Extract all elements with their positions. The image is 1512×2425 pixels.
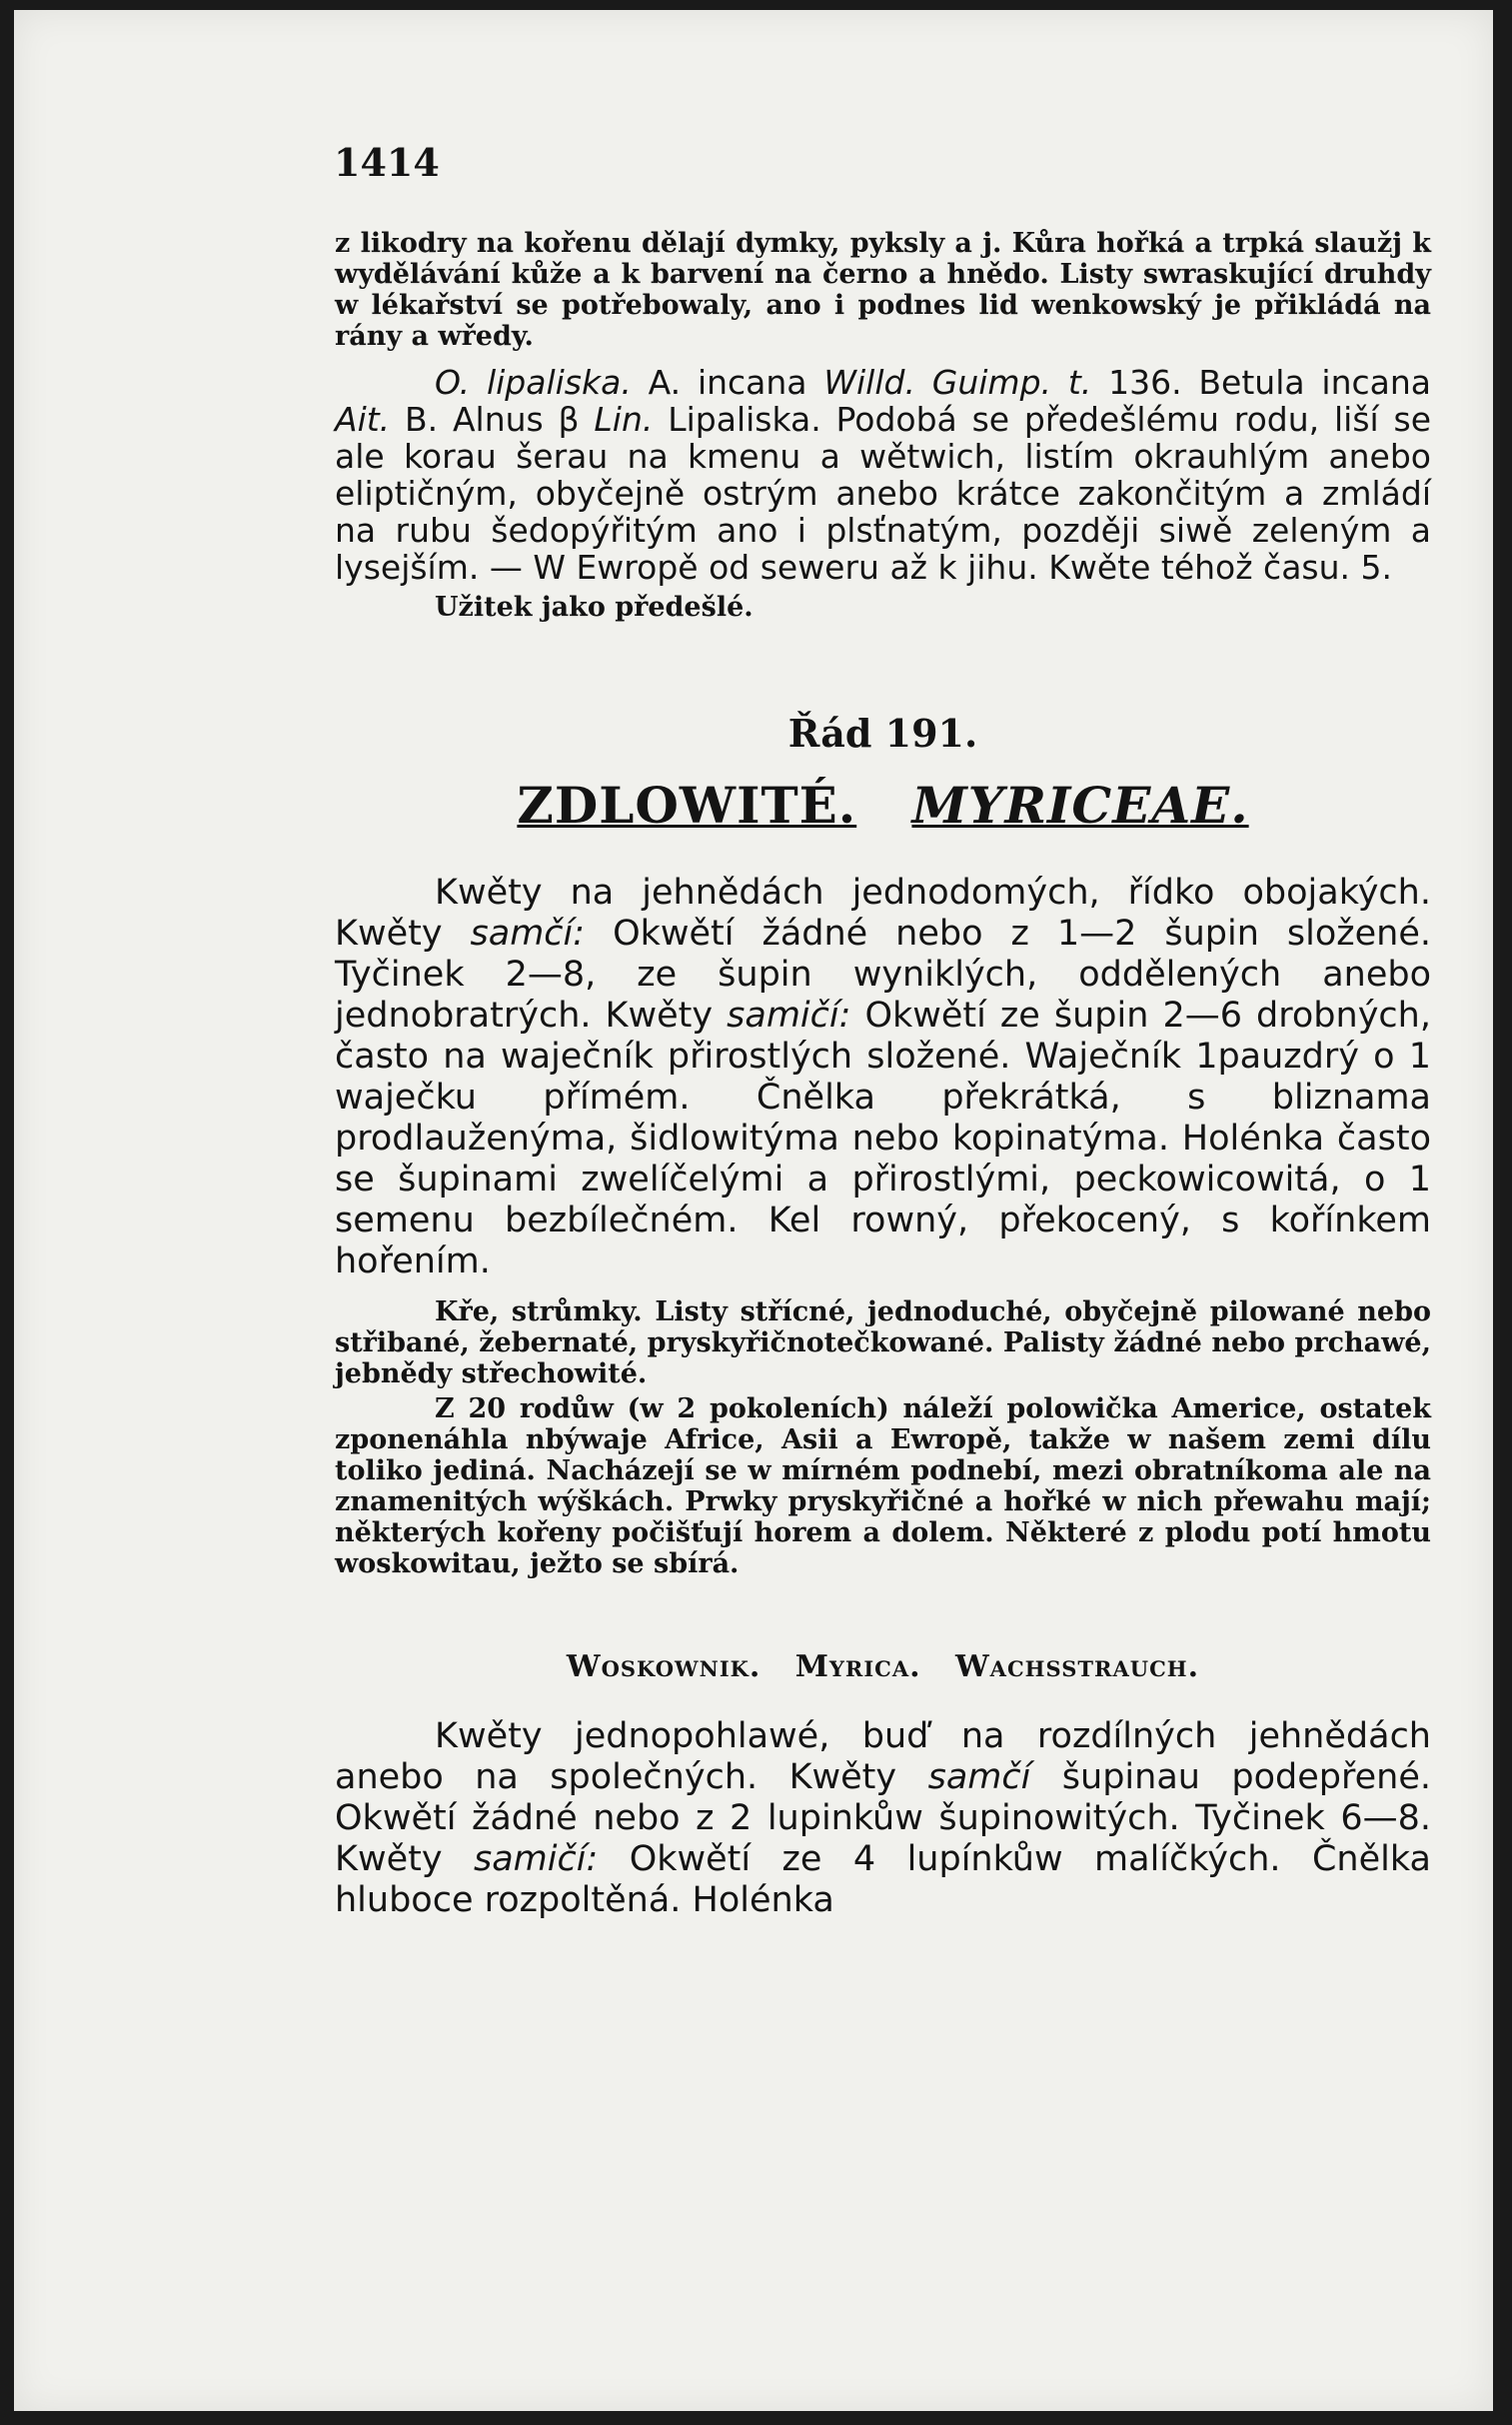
- book-page: [14, 10, 1493, 2411]
- family-desc-part-a: Kwěty na jehnědách jednodomých, řídko obojakých. Kwěty: [335, 873, 1431, 954]
- page-number: 1414: [334, 140, 440, 185]
- species-plate: 136.: [1108, 363, 1182, 402]
- genus-desc-male-label: samčí: [927, 1757, 1031, 1797]
- genus-desc-part-c: Okwětí ze 4 lupínkůw malíčkých. Čnělka hluboce rozpoltěná. Holénka: [335, 1839, 1431, 1920]
- species-synonym-2: Betula incana: [1198, 363, 1432, 402]
- genus-czech-name: Woskownik.: [566, 1649, 761, 1684]
- family-distribution-paragraph: Z 20 rodůw (w 2 pokoleních) náleží polowička Americe, ostatek zponenáhla nbýwaje Africe, Asii a Ewropě, takže w našem zemi dílu toliko jediná. Nacházejí se w mírném podnebí, mezi obratníkoma ale na znamenitých wýškách. Prwky pryskyřičné a hořké w nich přewahu mají; některých kořeny počišťují horem a dolem. Některé z plodu potí hmotu woskowitau, ježto se sbírá.: [335, 1393, 1431, 1579]
- family-desc-part-c: Okwětí ze šupin 2—6 drobných, často na waječník přirostlých složené. Waječník 1pauzdrý o 1 waječku přímém. Čnělka překrátká, s bliznama prodlauženýma, šidlowitýma nebo kopinatýma. Holénka často se šupinami zwelíčelými a přirostlými, peckowicowitá, o 1 semenu bezbílečném. Kel rowný, překocený, s kořínkem hořením.: [335, 996, 1431, 1281]
- family-desc-part-b: Okwětí žádné nebo z 1—2 šupin složené. Tyčinek 2—8, ze šupin wyniklých, oddělených anebo jednobratrých. Kwěty: [335, 914, 1431, 1036]
- species-description: Lipaliska. Podobá se předešlému rodu, liší se ale korau šerau na kmenu a wětwich, listím okrauhlým anebo eliptičným, obyčejně ostrým anebo krátce zakončitým a zmládí na rubu šedopýřitým ano i plsťnatým, později siwě zeleným a lysejším. — W Ewropě od seweru až k jihu. Kwěte téhož času. 5.: [335, 400, 1431, 587]
- genus-latin-name: Myrica.: [794, 1649, 921, 1684]
- genus-desc-part-a: Kwěty jednopohlawé, buď na rozdílných jehnědách anebo na společných. Kwěty: [335, 1716, 1431, 1797]
- species-author-2: Ait.: [335, 400, 391, 439]
- genus-description: [335, 1716, 1431, 1921]
- use-line: Užitek jako předešlé.: [435, 592, 754, 623]
- genus-heading: [335, 1649, 1431, 1684]
- page-content: [335, 140, 1431, 1921]
- family-czech-name: ZDLOWITÉ.: [517, 776, 857, 835]
- order-heading: Řád 191.: [787, 711, 978, 756]
- genus-german-name: Wachsstrauch.: [954, 1649, 1200, 1684]
- genus-desc-female-label: samičí:: [473, 1839, 599, 1879]
- species-author-1: Willd. Guimp. t.: [823, 363, 1092, 402]
- species-name: O. lipaliska.: [435, 363, 632, 402]
- family-habit-paragraph: Kře, strůmky. Listy střícné, jednoduché, obyčejně pilowané nebo střibané, žebernaté, pryskyřičnotečkowané. Palisty žádné nebo prchawé, jebnědy střechowité.: [335, 1296, 1431, 1389]
- species-author-3: Lin.: [594, 400, 654, 439]
- intro-paragraph: z likodry na kořenu dělají dymky, pyksly a j. Kůra hořká a trpká slaužj k wydělávání kůže a k barvení na černo a hnědo. Listy swraskující druhdy w lékařství se potřebowaly, ano i podnes lid wenkowský je přikládá na rány a wředy.: [335, 228, 1431, 352]
- family-desc-male-label: samčí:: [470, 914, 586, 954]
- family-desc-female-label: samičí:: [727, 996, 851, 1036]
- family-description: [335, 873, 1431, 1282]
- family-latin-name: MYRICEAE.: [911, 776, 1249, 835]
- species-synonym-3: B. Alnus β: [405, 400, 580, 439]
- family-heading: [335, 776, 1431, 835]
- species-paragraph: [335, 364, 1431, 586]
- genus-desc-part-b: šupinau podepřené. Okwětí žádné nebo z 2 lupinkůw šupinowitých. Tyčinek 6—8. Kwěty: [335, 1757, 1431, 1879]
- species-synonym-1: A. incana: [648, 363, 807, 402]
